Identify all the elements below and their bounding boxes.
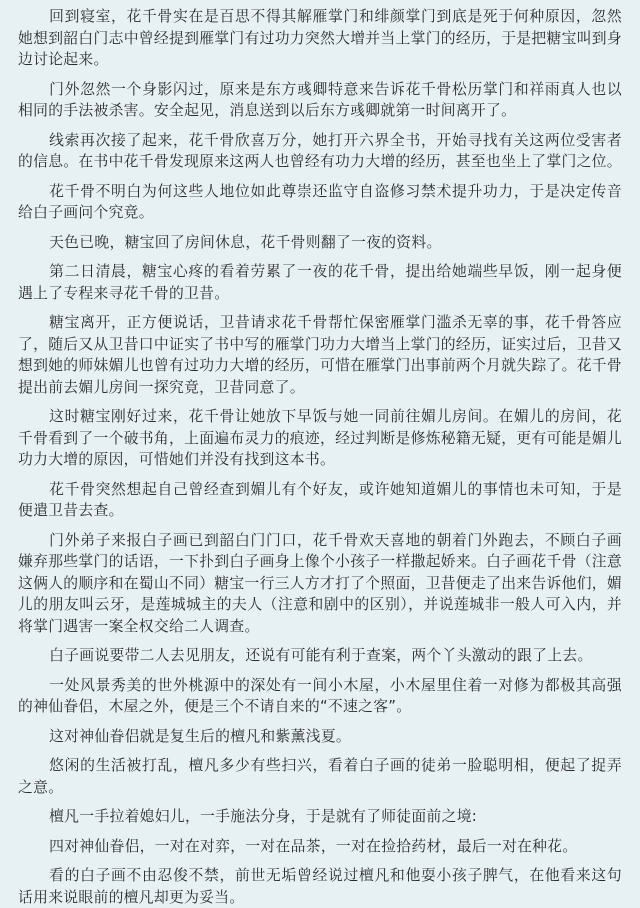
paragraph-14: 悠闲的生活被打乱，檀凡多少有些扫兴，看着白子画的徒弟一脸聪明相，便起了捉弄之意。 [18, 757, 622, 796]
paragraph-5: 天色已晚，糖宝回了房间休息，花千骨则翻了一夜的资料。 [49, 233, 442, 251]
paragraph-7: 糖宝离开，正方便说话，卫昔请求花千骨帮忙保密雁掌门滥杀无辜的事，花千骨答应了，随后又从卫昔口中证实了书中写的雁掌门功力大增当上掌门的经历，证实过后，卫昔又想到她的师妹媚儿也曾有过功力大增的经历，可惜在雁掌门出事前两个月就失踪了。花千骨提出前去媚儿房间一探究竟，卫昔同意了。 [18, 314, 622, 396]
paragraph-1: 回到寝室，花千骨实在是百思不得其解雁掌门和绯颜掌门到底是死于何种原因，忽然她想到韶白门志中曾经提到雁掌门有过功力突然大增并当上掌门的经历，于是把糖宝叫到身边讨论起来。 [18, 8, 622, 68]
paragraph-4: 花千骨不明白为何这些人地位如此尊崇还监守自盗修习禁术提升功力，于是决定传音给白子画问个究竟。 [18, 182, 622, 221]
paragraph-10: 门外弟子来报白子画已到韶白门门口，花千骨欢天喜地的朝着门外跑去，不顾白子画嫌弃那些掌门的话语，一下扑到白子画身上像个小孩子一样撒起娇来。白子画花千骨（注意这俩人的顺序和在蜀山不同）糖宝一行三人方才打了个照面，卫昔便走了出来告诉他们，媚儿的朋友叫云牙，是莲城城主的夫人（注意和剧中的区别），并说莲城非一般人可入内，并将掌门遇害一案全权交给二人调查。 [18, 531, 622, 635]
paragraph-3: 线索再次接了起来，花千骨欣喜万分，她打开六界全书，开始寻找有关这两位受害者的信息。在书中花千骨发现原来这两人也曾经有功力大增的经历，甚至也坐上了掌门之位。 [18, 131, 622, 170]
paragraph-11: 白子画说要带二人去见朋友，还说有可能有利于查案，两个丫头激动的跟了上去。 [49, 647, 593, 664]
paragraph-13: 这对神仙眷侣就是复生后的檀凡和紫薰浅夏。 [49, 727, 352, 745]
paragraph-8: 这时糖宝刚好过来，花千骨让她放下早饭与她一同前往媚儿房间。在媚儿的房间，花千骨看到了一个破书角，上面遍布灵力的痕迹，经过判断是修炼秘籍无疑，更有可能是媚儿功力大增的原因，可惜她们并没有找到这本书。 [18, 408, 622, 468]
paragraph-15: 檀凡一手拉着媳妇儿，一手施法分身，于是就有了师徒面前之境: [49, 808, 478, 825]
paragraph-16: 四对神仙眷侣，一对在对弈，一对在品茶，一对在捡拾药材，最后一对在种花。 [49, 837, 578, 855]
paragraph-17: 看的白子画不由忍俊不禁，前世无垢曾经说过檀凡和他耍小孩子脾气，在他看来这句话用来说眼前的檀凡却更为妥当。 [18, 867, 622, 906]
paragraph-9: 花千骨突然想起自己曾经查到媚儿有个好友，或许她知道媚儿的事情也未可知，于是便遣卫昔去查。 [18, 480, 622, 519]
paragraph-12: 一处风景秀美的世外桃源中的深处有一间小木屋，小木屋里住着一对修为都极其高强的神仙眷侣，木屋之外，便是三个不请自来的“不速之客”。 [18, 676, 622, 715]
paragraph-6: 第二日清晨，糖宝心疼的看着劳累了一夜的花千骨，提出给她端些早饭，刚一起身便遇上了专程来寻花千骨的卫昔。 [18, 263, 622, 302]
paragraph-2: 门外忽然一个身影闪过，原来是东方彧卿特意来告诉花千骨松历掌门和祥雨真人也以相同的手法被杀害。安全起见，消息送到以后东方彧卿就第一时间离开了。 [18, 80, 622, 119]
